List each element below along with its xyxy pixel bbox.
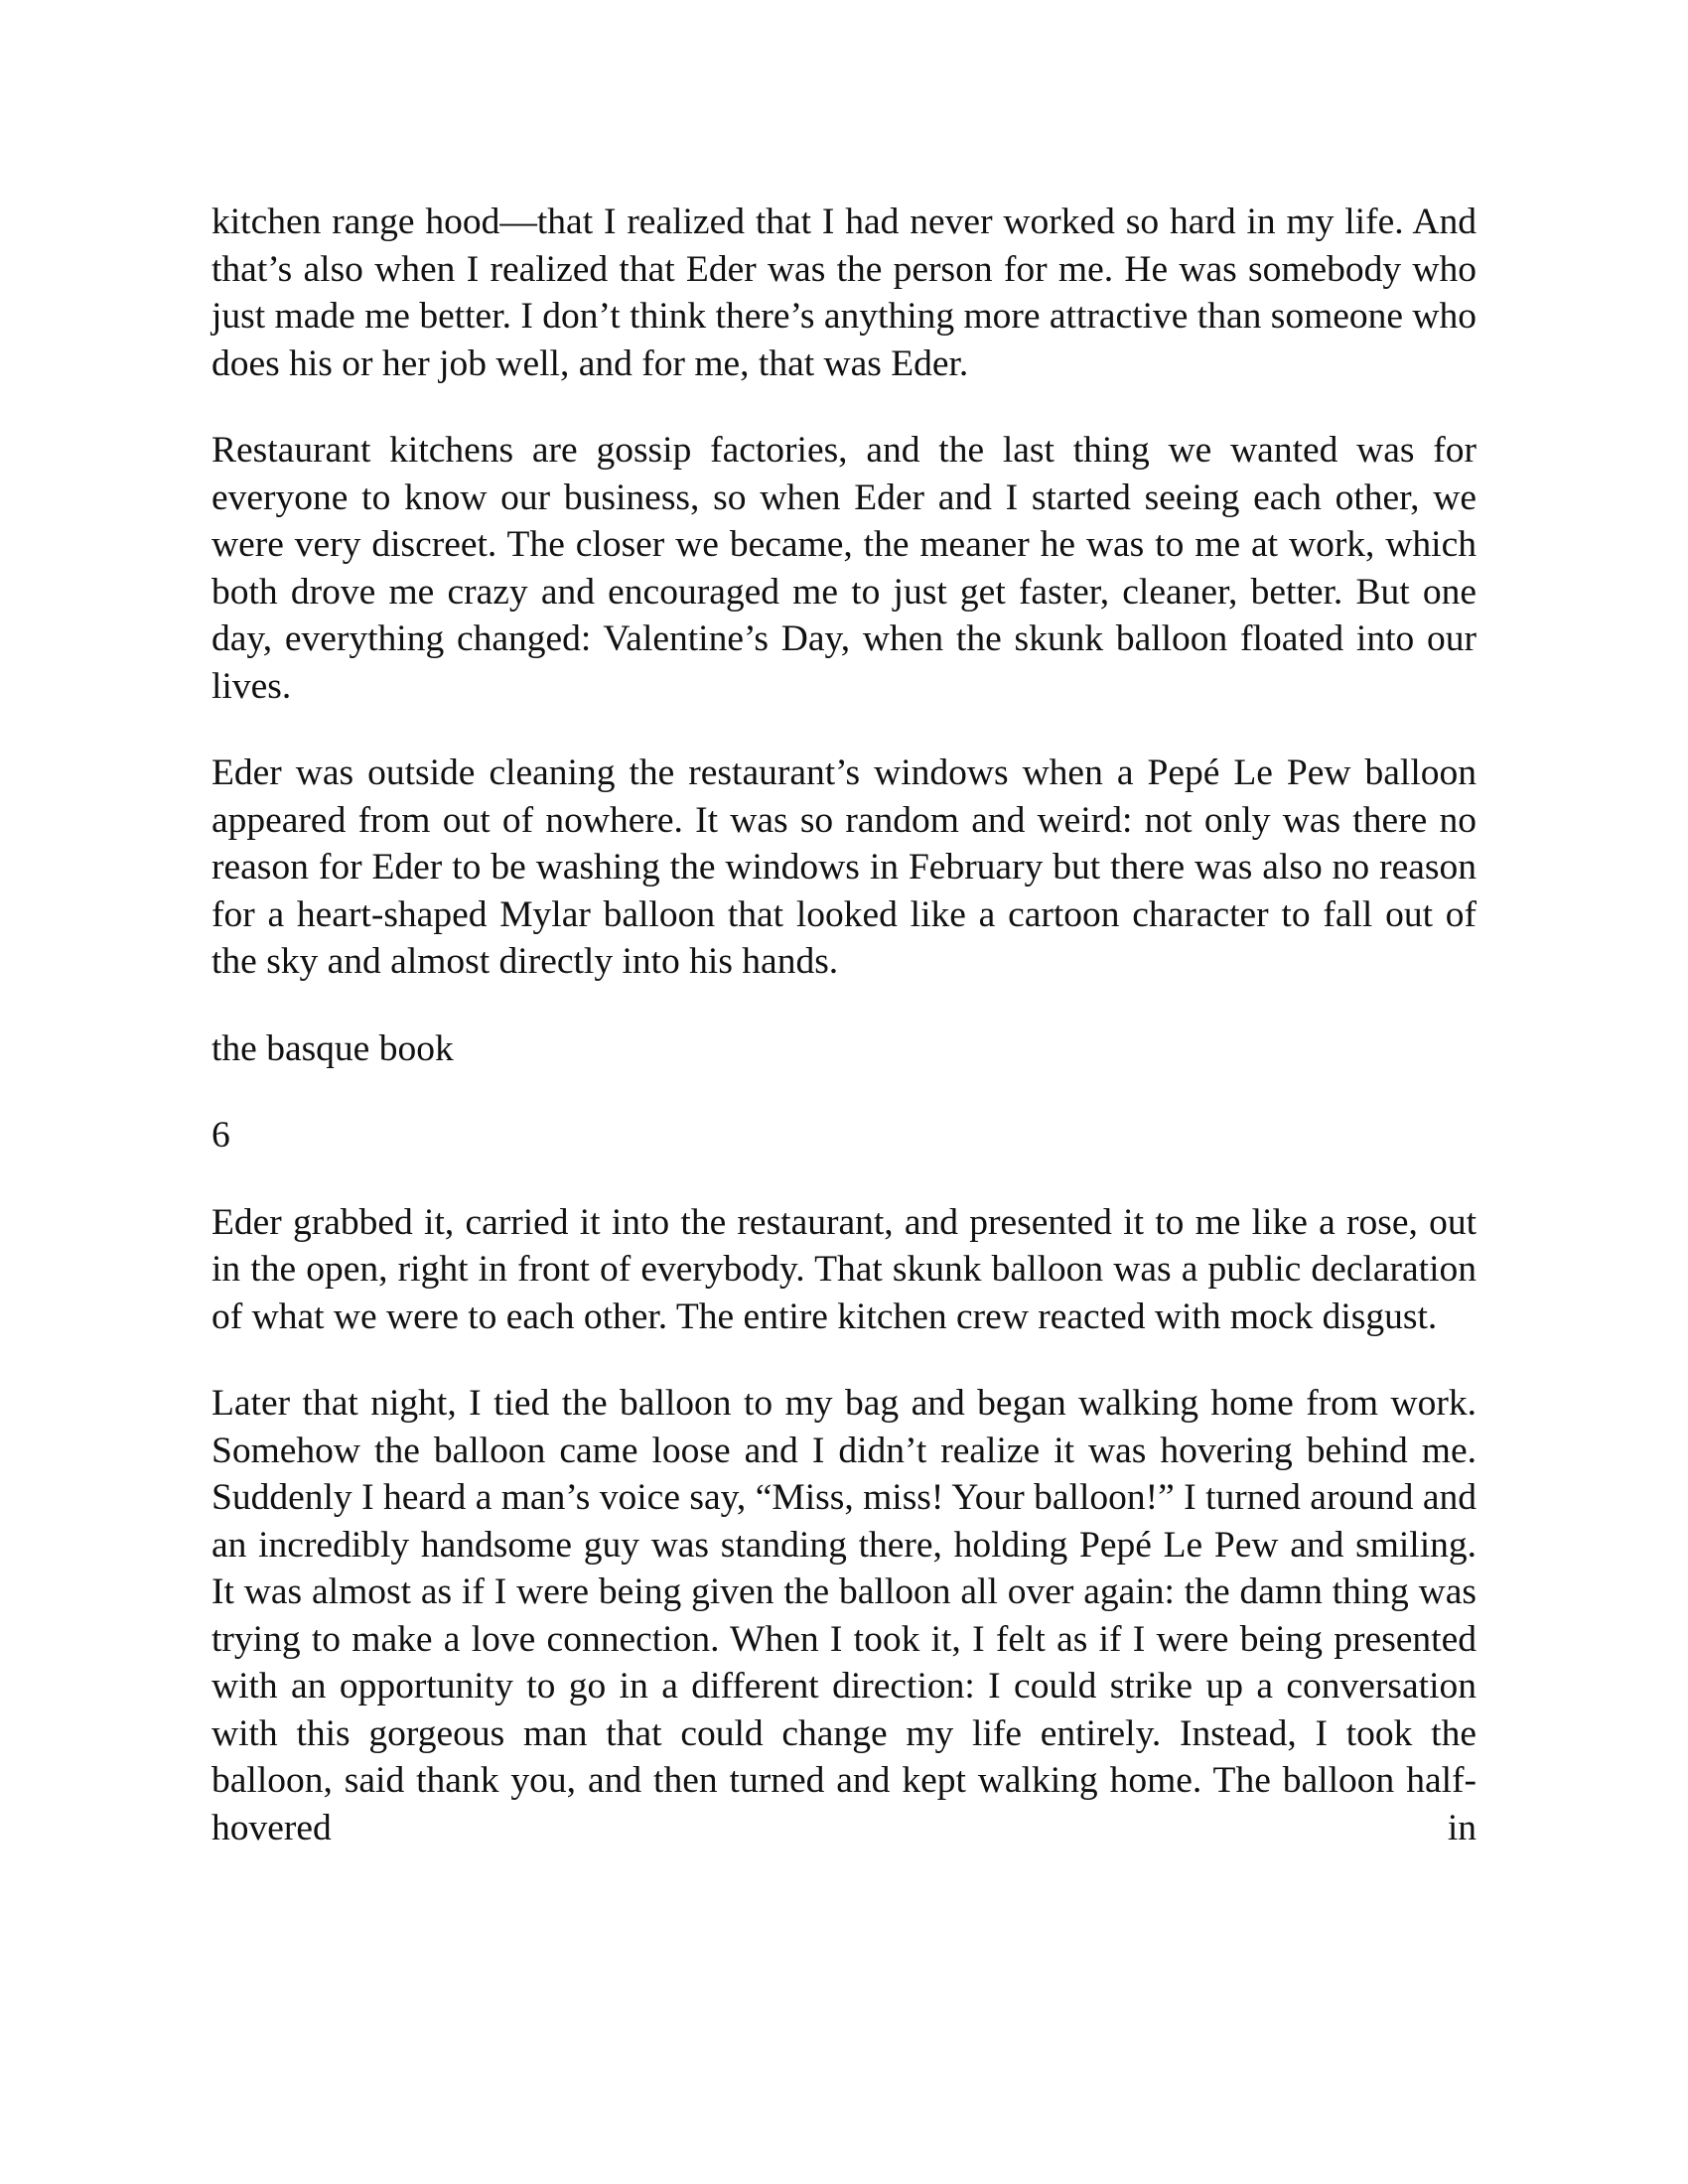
paragraph: Later that night, I tied the balloon to my bag and began walking home from work. Somehow the balloon came loose and I didn’t realize it was hovering behind me. Suddenly I heard a man’s voice say, “Miss, miss! Your balloon!” I turned around and an incredibly handsome guy was standing there, holding Pepé Le Pew and smiling. It was almost as if I were being given the balloon all over again: the damn thing was trying to make a love connection. When I took it, I felt as if I were being presented with an opportunity to go in a different direction: I could strike up a conversation with this gorgeous man that could change my life entirely. Instead, I took the balloon, said thank you, and then turned and kept walking home. The balloon half-hovered in — [211, 1383, 1477, 1848]
page-number: 6 — [211, 1115, 230, 1156]
running-footer: the basque book — [211, 1027, 454, 1069]
paragraph: Restaurant kitchens are gossip factories, and the last thing we wanted was for everyone to know our business, so when Eder and I started seeing each other, we were very discreet. The closer we became, the meaner he was to me at work, which both drove me crazy and encouraged me to just get faster, cleaner, better. But one day, everything changed: Valentine’s Day, when the skunk balloon floated into our lives. — [211, 430, 1477, 707]
paragraph: Eder grabbed it, carried it into the restaurant, and presented it to me like a rose, out in the open, right in front of everybody. That skunk balloon was a public declaration of what we were to each other. The entire kitchen crew reacted with mock disgust. — [211, 1201, 1477, 1337]
paragraph: kitchen range hood—that I realized that I had never worked so hard in my life. And that’s also when I realized that Eder was the person for me. He was somebody who just made me better. I don’t think there’s anything more attractive than someone who does his or her job well, and for me, that was Eder. — [211, 202, 1477, 384]
document-page — [211, 199, 1477, 1891]
paragraph: Eder was outside cleaning the restaurant’s windows when a Pepé Le Pew balloon appeared from out of nowhere. It was so random and weird: not only was there no reason for Eder to be washing the windows in February but there was also no reason for a heart-shaped Mylar balloon that looked like a cartoon character to fall out of the sky and almost directly into his hands. — [211, 752, 1477, 982]
